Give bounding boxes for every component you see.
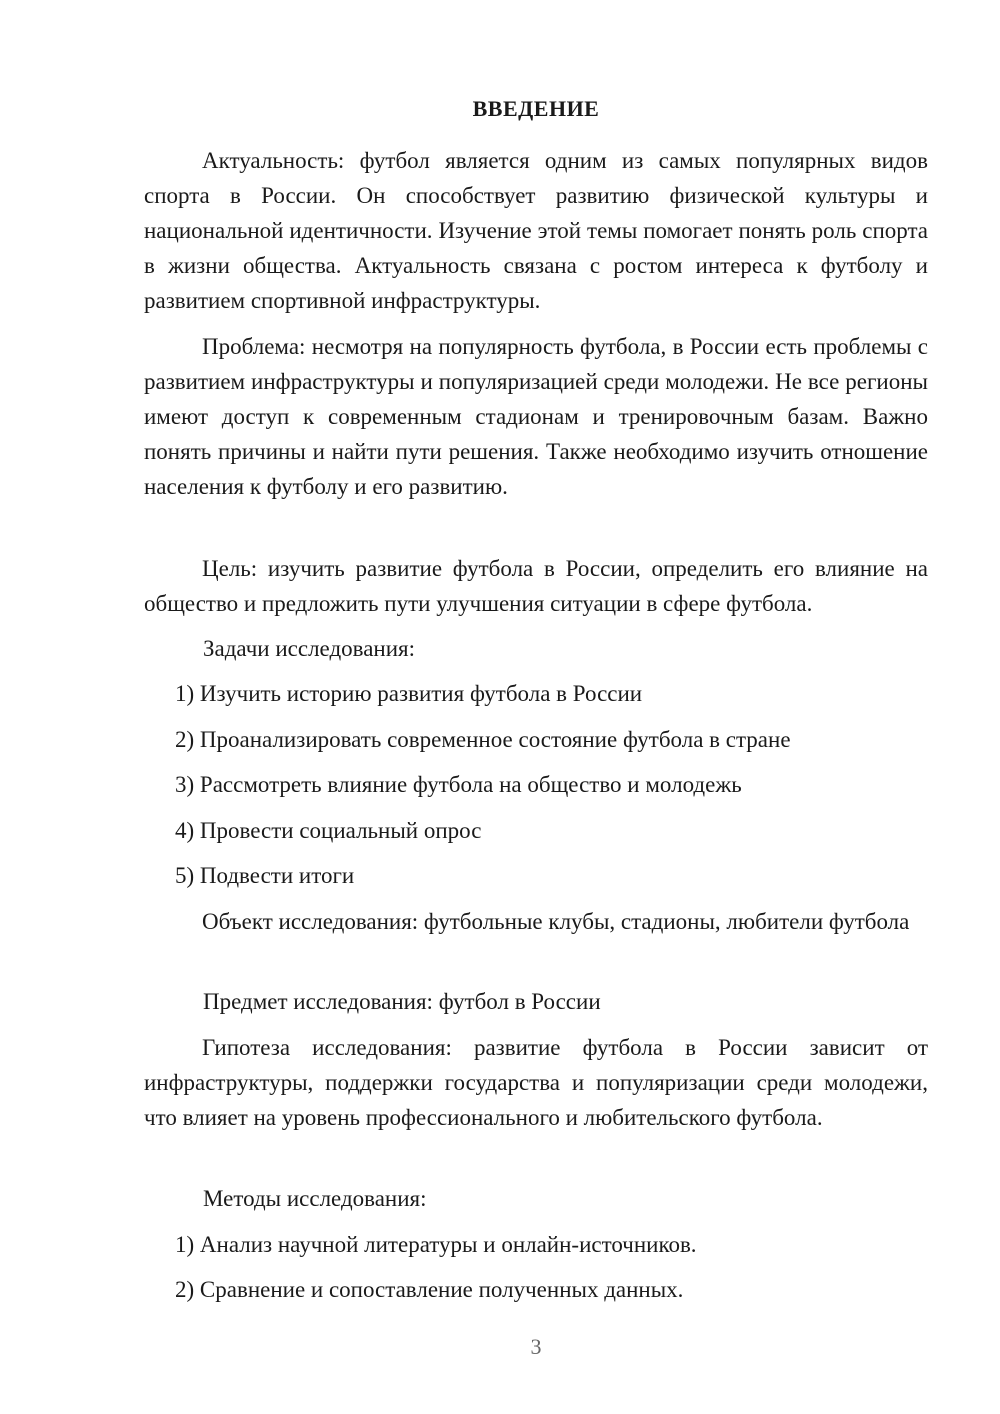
task-item: 5) Подвести итоги <box>175 863 355 888</box>
object-paragraph: Объект исследования: футбольные клубы, стадионы, любители футбола <box>202 909 910 934</box>
goal-paragraph: Цель: изучить развитие футбола в России, определить его влияние на общество и предложить пути улучшения ситуации в сфере футбола. <box>144 556 928 616</box>
task-item: 1) Изучить историю развития футбола в России <box>175 681 643 706</box>
method-item: 2) Сравнение и сопоставление полученных данных. <box>175 1277 684 1302</box>
problem-block <box>144 329 928 504</box>
problem-paragraph: Проблема: несмотря на популярность футбола, в России есть проблемы с развитием инфраструктуры и популяризацией среди молодежи. Не все регионы имеют доступ к современным стадионам и тренировочным базам. Важно понять причины и найти пути решения. Также необходимо изучить отношение населения к футболу и его развитию. <box>144 334 928 499</box>
subject-line: Предмет исследования: футбол в России <box>203 989 601 1014</box>
page-number: 3 <box>530 1334 542 1359</box>
object-block <box>144 904 928 939</box>
task-item: 3) Рассмотреть влияние футбола на общество и молодежь <box>175 772 742 797</box>
page-title: ВВЕДЕНИЕ <box>472 96 600 121</box>
hypothesis-paragraph: Гипотеза исследования: развитие футбола в России зависит от инфраструктуры, поддержки государства и популяризации среди молодежи, что влияет на уровень профессионального и любительского футбола. <box>144 1035 928 1130</box>
methods-heading: Методы исследования: <box>203 1186 427 1211</box>
relevance-paragraph: Актуальность: футбол является одним из самых популярных видов спорта в России. Он способствует развитию физической культуры и национальной идентичности. Изучение этой темы помогает понять роль спорта в жизни общества. Актуальность связана с ростом интереса к футболу и развитием спортивной инфраструктуры. <box>144 148 928 313</box>
tasks-heading: Задачи исследования: <box>203 636 416 661</box>
relevance-block <box>144 143 928 318</box>
goal-block <box>144 551 928 621</box>
task-item: 4) Провести социальный опрос <box>175 818 482 843</box>
task-item: 2) Проанализировать современное состояние футбола в стране <box>175 727 791 752</box>
method-item: 1) Анализ научной литературы и онлайн-источников. <box>175 1232 697 1257</box>
hypothesis-block <box>144 1030 928 1135</box>
